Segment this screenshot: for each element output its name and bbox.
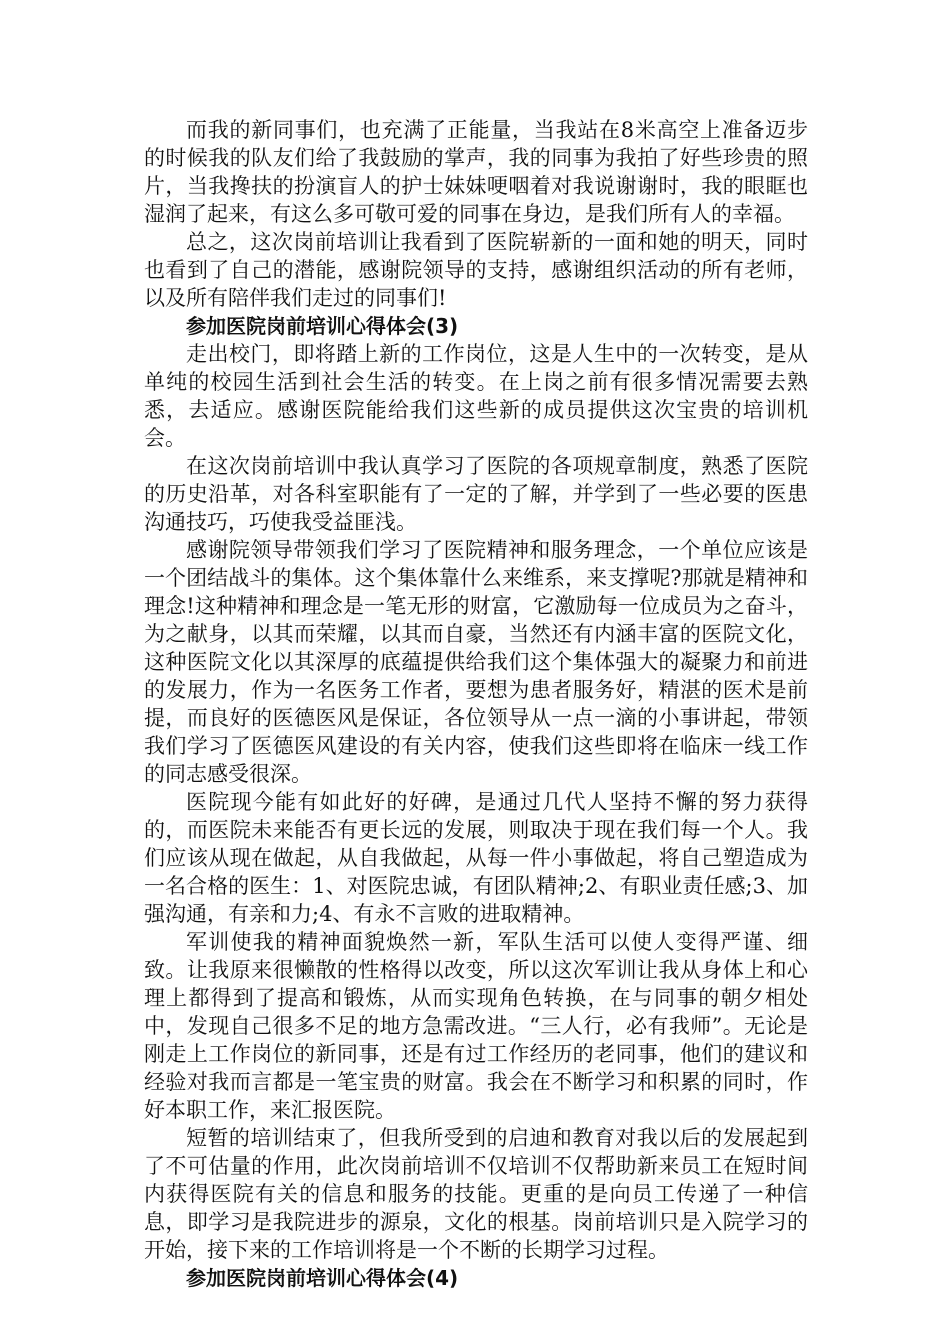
section-heading: 参加医院岗前培训心得体会(4) [186, 1266, 459, 1290]
paragraph: 军训使我的精神面貌焕然一新，军队生活可以使人变得严谨、细致。让我原来很懒散的性格得以改变，所以这次军训让我从身体上和心理上都得到了提高和锻炼，从而实现角色转换，在与同事的朝夕相处中，发现自己很多不足的地方急需改进。“三人行，必有我师”。无论是刚走上工作岗位的新同事，还是有过工作经历的老同事，他们的建议和经验对我而言都是一笔宝贵的财富。我会在不断学习和积累的同时，作好本职工作，来汇报医院。 [144, 930, 808, 1122]
paragraph: 而我的新同事们，也充满了正能量，当我站在8米高空上准备迈步的时候我的队友们给了我鼓励的掌声，我的同事为我拍了好些珍贵的照片，当我搀扶的扮演盲人的护士妹妹哽咽着对我说谢谢时，我的眼眶也湿润了起来，有这么多可敬可爱的同事在身边，是我们所有人的幸福。 [144, 118, 808, 226]
paragraph: 感谢院领导带领我们学习了医院精神和服务理念，一个单位应该是一个团结战斗的集体。这个集体靠什么来维系，来支撑呢?那就是精神和理念!这种精神和理念是一笔无形的财富，它激励每一位成员为之奋斗，为之献身，以其而荣耀，以其而自豪，当然还有内涵丰富的医院文化，这种医院文化以其深厚的底蕴提供给我们这个集体强大的凝聚力和前进的发展力，作为一名医务工作者，要想为患者服务好，精湛的医术是前提，而良好的医德医风是保证，各位领导从一点一滴的小事讲起，带领我们学习了医德医风建设的有关内容，使我们这些即将在临床一线工作的同志感受很深。 [144, 538, 808, 786]
paragraph: 总之，这次岗前培训让我看到了医院崭新的一面和她的明天，同时也看到了自己的潜能，感谢院领导的支持，感谢组织活动的所有老师，以及所有陪伴我们走过的同事们! [144, 230, 808, 310]
paragraph: 在这次岗前培训中我认真学习了医院的各项规章制度，熟悉了医院的历史沿革，对各科室职能有了一定的了解，并学到了一些必要的医患沟通技巧，巧使我受益匪浅。 [144, 454, 808, 534]
paragraph: 短暂的培训结束了，但我所受到的启迪和教育对我以后的发展起到了不可估量的作用，此次岗前培训不仅培训不仅帮助新来员工在短时间内获得医院有关的信息和服务的技能。更重的是向员工传递了一种信息，即学习是我院进步的源泉，文化的根基。岗前培训只是入院学习的开始，接下来的工作培训将是一个不断的长期学习过程。 [144, 1126, 808, 1262]
section-heading: 参加医院岗前培训心得体会(3) [186, 314, 459, 338]
paragraph: 医院现今能有如此好的好碑，是通过几代人坚持不懈的努力获得的，而医院未来能否有更长远的发展，则取决于现在我们每一个人。我们应该从现在做起，从自我做起，从每一件小事做起，将自己塑造成为一名合格的医生：1、对医院忠诚，有团队精神;2、有职业责任感;3、加强沟通，有亲和力;4、有永不言败的进取精神。 [144, 790, 808, 926]
document-body [144, 116, 808, 1292]
paragraph: 走出校门，即将踏上新的工作岗位，这是人生中的一次转变，是从单纯的校园生活到社会生活的转变。在上岗之前有很多情况需要去熟悉，去适应。感谢医院能给我们这些新的成员提供这次宝贵的培训机会。 [144, 342, 808, 450]
